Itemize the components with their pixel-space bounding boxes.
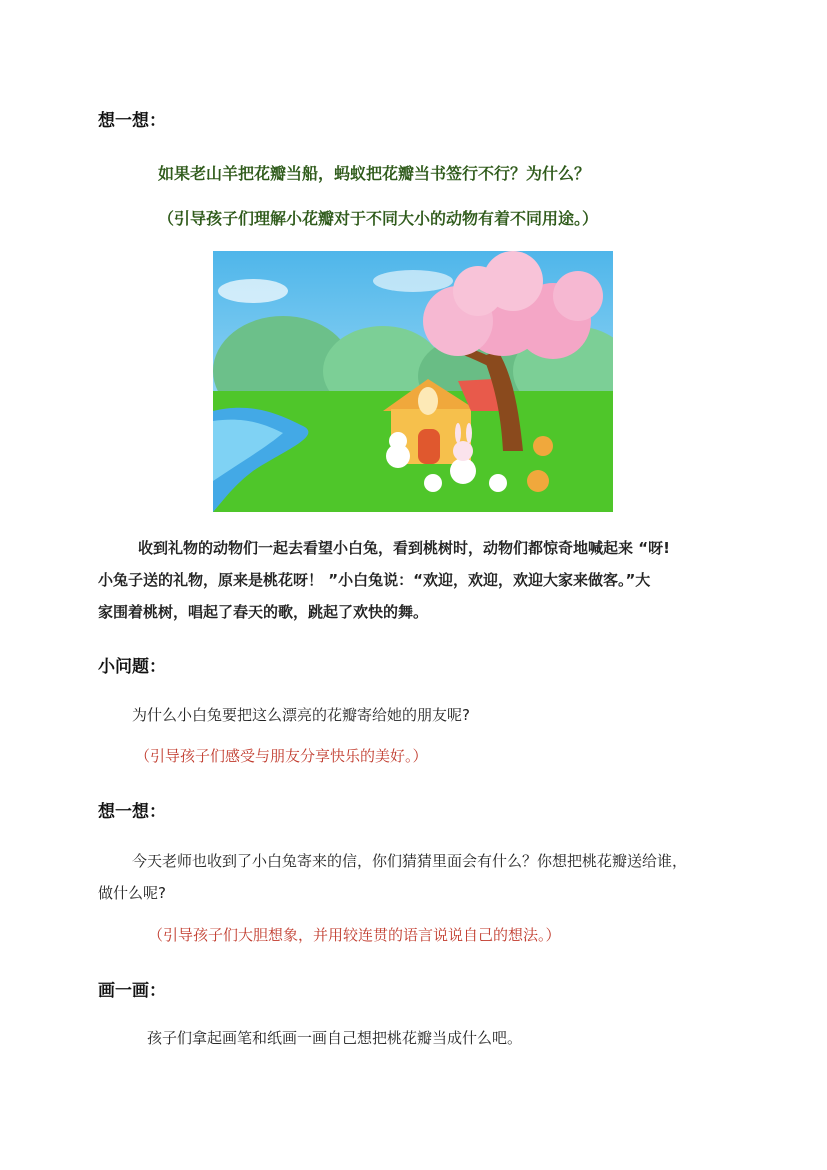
section-heading-draw: 画一画： [98,981,166,1001]
spring-peach-tree-illustration [213,251,613,512]
section-heading-think-2: 想一想： [98,802,166,822]
section-heading-think-1: 想一想： [98,111,166,131]
question-text-3-line-1: 今天老师也收到了小白兔寄来的信，你们猜猜里面会有什么？你想把桃花瓣送给谁， [132,852,688,870]
question-text-3-line-2: 做什么呢? [98,884,166,902]
story-line-2: 小兔子送的礼物，原来是桃花呀！ ”小白兔说：“欢迎，欢迎，欢迎大家来做客。”大 [98,571,651,589]
question-text-2: 为什么小白兔要把这么漂亮的花瓣寄给她的朋友呢? [132,706,470,724]
section-heading-small-question: 小问题： [98,657,166,677]
story-line-3: 家围着桃树，唱起了春天的歌，跳起了欢快的舞。 [98,603,429,621]
guide-text-3: （引导孩子们大胆想象，并用较连贯的语言说说自己的想法。） [148,926,561,944]
guide-text-2: （引导孩子们感受与朋友分享快乐的美好。） [135,747,428,765]
story-line-1: 收到礼物的动物们一起去看望小白兔，看到桃树时，动物们都惊奇地喊起来 “呀! [138,539,670,557]
draw-instruction-text: 孩子们拿起画笔和纸画一画自己想把桃花瓣当成什么吧。 [147,1029,523,1047]
guide-text-1: （引导孩子们理解小花瓣对于不同大小的动物有着不同用途。） [158,209,599,228]
question-text-1: 如果老山羊把花瓣当船，蚂蚁把花瓣当书签行不行？为什么？ [158,164,591,183]
